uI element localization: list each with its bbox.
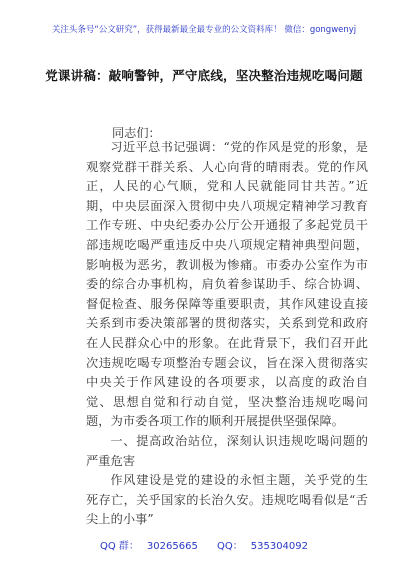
body-paragraph: 习近平总书记强调：“党的作风是党的形象，是观察党群干群关系、人心向背的晴雨表。党的作风正，人民的心气顺，党和人民就能同甘共苦。”近期，中央层面深入贯彻中央八项规定精神学习教育工作专班、中央纪委办公厅公开通报了多起党员干部违规吃喝严重违反中央八项规定精神典型问题，影响极为恶劣，教训极为惨痛。市委办公室作为市委的综合办事机构，肩负着参谋助手、综合协调、督促检查、服务保障等重要职责，其作风建设直接关系到市委决策部署的贯彻落实，关系到党和政府在人民群众心中的形象。在此背景下，我们召开此次违规吃喝专项整治专题会议，旨在深入贯彻落实中央关于作风建设的各项要求，以高度的政治自觉、思想自觉和行动自觉，坚决整治违规吃喝问题，为市委各项工作的顺利开展提供坚强保障。 [86,140,368,429]
footer-contact [0,537,408,552]
header-banner: 关注头条号“公文研究”，获得最新最全最专业的公文资料库！ 微信：gongwenyj [51,25,357,35]
section-heading: 一、提高政治站位，深刻认识违规吃喝问题的严重危害 [86,433,368,468]
qq-contact [213,541,312,552]
qq-group-label: QQ 群： [99,541,139,552]
qq-label: QQ： [217,541,243,552]
salutation: 同志们： [112,126,161,140]
qq-group [96,541,202,552]
body-paragraph: 作风建设是党的建设的永恒主题，关乎党的生死存亡，关乎国家的长治久安。违规吃喝看似是“舌尖上的小事” [86,473,368,527]
document-body [86,138,368,530]
qq-group-number: 30265665 [146,541,198,552]
document-title: 党课讲稿：敲响警钟，严守底线，坚决整治违规吃喝问题 [45,68,363,83]
qq-number: 535304092 [250,541,309,552]
